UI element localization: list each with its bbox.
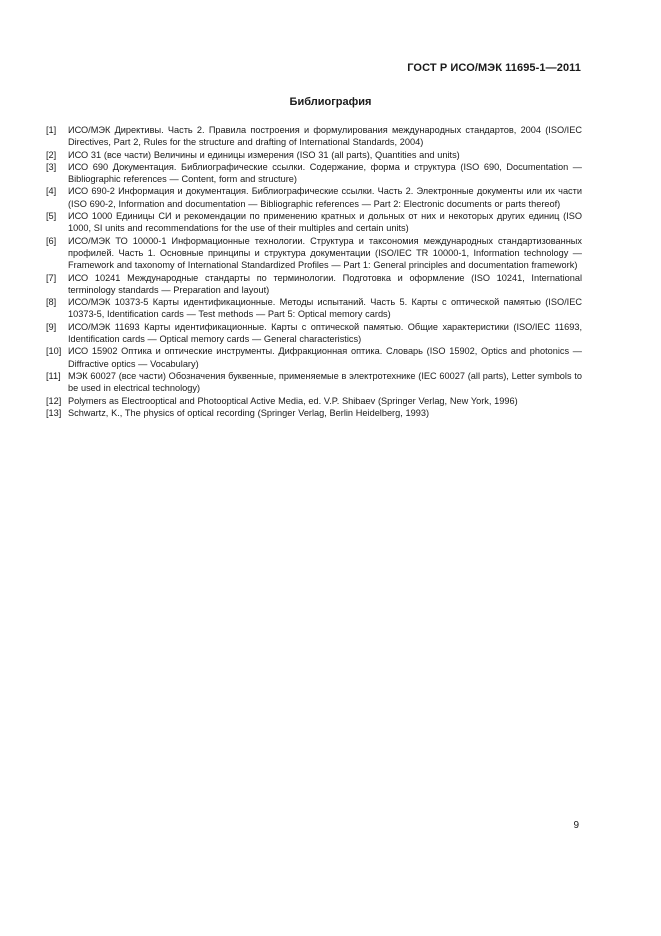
reference-number: [4] bbox=[46, 186, 57, 197]
page-number: 9 bbox=[573, 820, 579, 831]
bibliography-list bbox=[46, 124, 582, 419]
reference-text: ИСО 31 (все части) Величины и единицы измерения (ISO 31 (all parts), Quantities and units) bbox=[68, 149, 460, 160]
reference-text: ИСО 1000 Единицы СИ и рекомендации по применению кратных и дольных от них и некоторых других единиц (ISO 1000, SI units and recommendations for the use of their multiples and certain units) bbox=[68, 211, 582, 234]
reference-number: [9] bbox=[46, 321, 57, 332]
reference-number: [1] bbox=[46, 125, 57, 135]
bibliography-entry-10 bbox=[46, 345, 582, 370]
reference-number: [3] bbox=[46, 161, 57, 172]
reference-text: ИСО 15902 Оптика и оптические инструменты. Дифракционная оптика. Словарь (ISO 15902, Optics and photonics — Diffractive optics — Vocabulary) bbox=[68, 346, 582, 369]
reference-number: [6] bbox=[46, 235, 57, 246]
reference-number: [10] bbox=[46, 346, 62, 357]
reference-text: ИСО/МЭК Директивы. Часть 2. Правила построения и формулирования международных стандартов, 2004 (ISO/IEC Directives, Part 2, Rules for the structure and drafting of International Standards, 2004) bbox=[68, 125, 582, 148]
bibliography-entry-12 bbox=[46, 395, 582, 407]
bibliography-entry-6 bbox=[46, 235, 582, 272]
reference-text: ИСО/МЭК 11693 Карты идентификационные. Карты с оптической памятью. Общие характеристики (ISO/IEC 11693, Identification cards — Optical memory cards — General characteristics) bbox=[68, 321, 582, 345]
reference-number: [11] bbox=[46, 370, 61, 381]
bibliography-entry-5 bbox=[46, 210, 582, 235]
bibliography-entry-3 bbox=[46, 161, 582, 186]
bibliography-entry-4 bbox=[46, 185, 582, 210]
reference-number: [7] bbox=[46, 272, 57, 283]
reference-text: Polymers as Electrooptical and Photooptical Active Media, ed. V.P. Shibaev (Springer Verlag, New York, 1996) bbox=[68, 395, 518, 406]
reference-text: ИСО 690-2 Информация и документация. Библиографические ссылки. Часть 2. Электронные документы или их части (ISO 690-2, Information and documentation — Bibliographic references — Part 2: Electronic documents or parts thereof) bbox=[68, 186, 582, 209]
bibliography-entry-8 bbox=[46, 296, 582, 321]
bibliography-entry-2 bbox=[46, 149, 582, 161]
reference-text: ИСО 10241 Международные стандарты по терминологии. Подготовка и оформление (ISO 10241, International terminology standards — Preparation and layout) bbox=[68, 272, 582, 295]
reference-number: [8] bbox=[46, 297, 57, 308]
reference-text: ИСО/МЭК ТО 10000-1 Информационные технологии. Структура и таксономия международных стандартизованных профилей. Часть 1. Основные принципы и структура документации (ISO/IEC TR 10000-1, Information technology — Framework and taxonomy of International Standardized Profiles — Part 1: General principles and documentation framework) bbox=[68, 235, 582, 271]
reference-text: МЭК 60027 (все части) Обозначения буквенные, применяемые в электротехнике (IEC 60027 (all parts), Letter symbols to be used in electrical technology) bbox=[68, 370, 582, 394]
bibliography-entry-11 bbox=[46, 370, 582, 395]
bibliography-entry-13 bbox=[46, 407, 582, 419]
standard-designation: ГОСТ Р ИСО/МЭК 11695-1—2011 bbox=[407, 62, 581, 74]
reference-number: [12] bbox=[46, 395, 62, 406]
reference-text: Schwartz, K., The physics of optical recording (Springer Verlag, Berlin Heidelberg, 1993) bbox=[68, 407, 430, 418]
reference-number: [2] bbox=[46, 149, 57, 160]
page-title: Библиография bbox=[289, 96, 372, 108]
bibliography-entry-9 bbox=[46, 321, 582, 346]
reference-text: ИСО/МЭК 10373-5 Карты идентификационные. Методы испытаний. Часть 5. Карты с оптической памятью (ISO/IEC 10373-5, Identification cards — Test methods — Part 5: Optical memory cards) bbox=[68, 297, 582, 320]
bibliography-entry-1 bbox=[46, 124, 582, 149]
bibliography-entry-7 bbox=[46, 272, 582, 297]
reference-number: [13] bbox=[46, 407, 62, 418]
reference-text: ИСО 690 Документация. Библиографические ссылки. Содержание, форма и структура (ISO 690, Documentation — Bibliographic references — Content, form and structure) bbox=[68, 161, 582, 185]
reference-number: [5] bbox=[46, 211, 57, 222]
